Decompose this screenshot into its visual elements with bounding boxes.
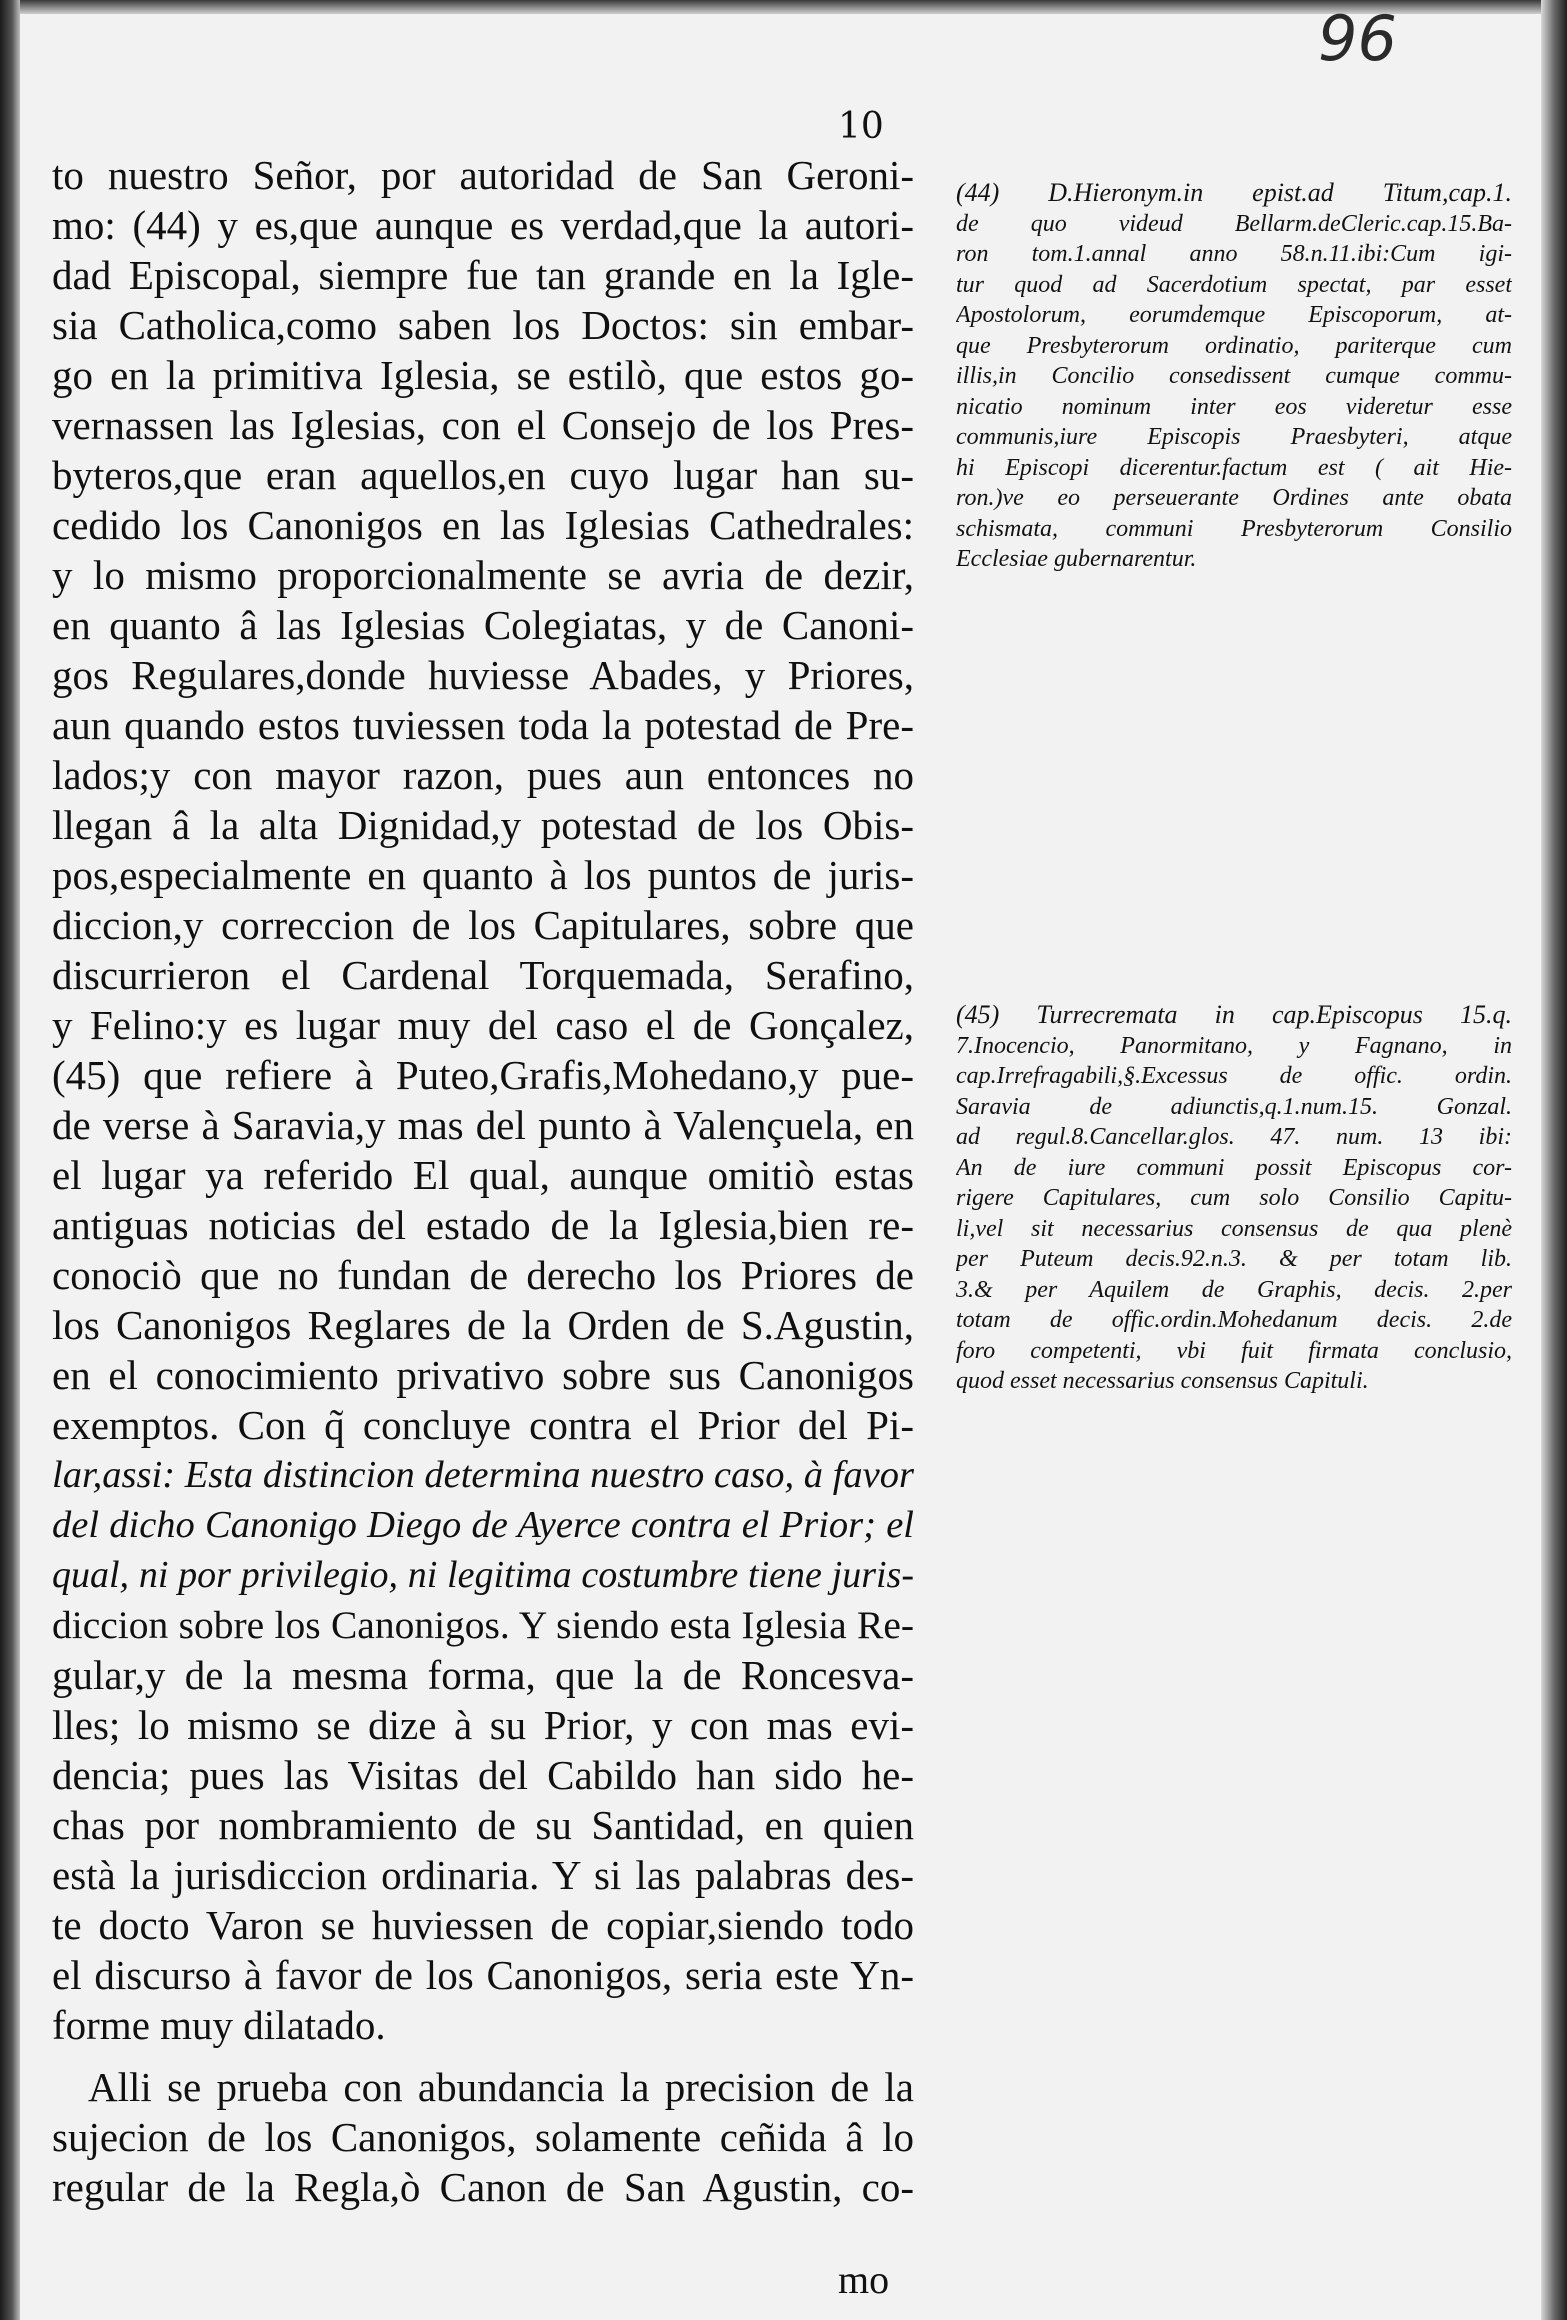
note-line: (45) Turrecremata in cap.Episcopus 15.q. [956,1000,1512,1029]
text-line: antiguas noticias del estado de la Iglesia,bien re- [52,1202,914,1248]
page-right-edge [1541,0,1567,2320]
text-line: gos Regulares,donde huviesse Abades, y Priores, [52,652,914,698]
note-line: quod esset necessarius consensus Capituli. [956,1368,1369,1394]
note-line: (44) D.Hieronym.in epist.ad Titum,cap.1. [956,178,1512,207]
text-line: diccion sobre los Canonigos. Y siendo esta Iglesia Re- [52,1603,914,1647]
note-line: Apostolorum, eorumdemque Episcoporum, at- [956,302,1512,328]
text-line: sia Catholica,como saben los Doctos: sin embar- [52,302,914,348]
text-line: y Felino:y es lugar muy del caso el de Gonçalez, [52,1002,914,1048]
text-line: los Canonigos Reglares de la Orden de S.Agustin, [52,1302,914,1348]
note-line: schismata, communi Presbyterorum Consilio [956,515,1512,542]
page-number: 10 [838,106,884,147]
text-line: cedido los Canonigos en las Iglesias Cathedrales: [52,502,914,548]
page-binding-shadow [0,0,20,2320]
text-line: pos,especialmente en quanto à los puntos de juris- [52,852,914,898]
note-line: An de iure communi possit Episcopus cor- [956,1154,1512,1181]
text-line: te docto Varon se huviessen de copiar,siendo todo [52,1902,914,1948]
text-line: està la jurisdiccion ordinaria. Y si las palabras des- [52,1852,914,1898]
handwritten-folio-number: 96 [1318,2,1397,75]
note-line: que Presbyterorum ordinatio, pariterque cum [956,332,1512,359]
note-line: 7.Inocencio, Panormitano, y Fagnano, in [956,1032,1512,1059]
text-line: to nuestro Señor, por autoridad de San Geroni- [52,152,914,198]
text-line: mo: (44) y es,que aunque es verdad,que la autori- [52,202,914,248]
note-line: li,vel sit necessarius consensus de qua plenè [956,1215,1512,1242]
note-line: ron tom.1.annal anno 58.n.11.ibi:Cum igi- [956,241,1512,267]
text-line: (45) que refiere à Puteo,Grafis,Mohedano,y pue- [52,1052,914,1098]
text-line: chas por nombramiento de su Santidad, en quien [52,1802,914,1848]
note-line: totam de offic.ordin.Mohedanum decis. 2.de [956,1307,1512,1333]
note-line: rigere Capitulares, cum solo Consilio Capitu- [956,1185,1512,1211]
text-line-quotation: lar,assi: Esta distincion determina nuestro caso, à favor [52,1454,914,1496]
note-line: hi Episcopi dicerentur.factum est ( ait Hie- [956,454,1512,481]
text-line-quotation: qual, ni por privilegio, ni legitima costumbre tiene juris- [52,1554,914,1596]
note-line: Ecclesiae gubernarentur. [956,546,1197,572]
text-line: exemptos. Con q̃ concluye contra el Prior del Pi- [52,1402,914,1448]
text-line: en el conocimiento privativo sobre sus Canonigos [52,1352,914,1398]
text-line: diccion,y correccion de los Capitulares, sobre que [52,902,914,948]
note-line: nicatio nominum inter eos videretur esse [956,393,1512,420]
text-line: llegan â la alta Dignidad,y potestad de los Obis- [52,802,914,848]
text-line: de verse à Saravia,y mas del punto à Valençuela, en [52,1102,914,1148]
text-line: en quanto â las Iglesias Colegiatas, y de Canoni- [52,602,914,648]
text-line: go en la primitiva Iglesia, se estilò, que estos go- [52,352,914,398]
note-line: de quo videud Bellarm.deCleric.cap.15.Ba- [956,210,1512,237]
note-line: Saravia de adiunctis,q.1.num.15. Gonzal. [956,1093,1512,1120]
marginal-note-45 [956,1000,1512,1397]
text-line: el discurso à favor de los Canonigos, seria este Yn- [52,1952,914,1998]
text-line: lles; lo mismo se dize à su Prior, y con mas evi- [52,1702,914,1748]
note-line: per Puteum decis.92.n.3. & per totam lib. [956,1246,1512,1272]
text-line: y lo mismo proporcionalmente se avria de dezir, [52,552,914,598]
text-line-paragraph-end: forme muy dilatado. [52,2002,386,2048]
text-line: dad Episcopal, siempre fue tan grande en la Igle- [52,252,914,298]
note-line: communis,iure Episcopis Praesbyteri, atque [956,424,1512,450]
note-line: 3.& per Aquilem de Graphis, decis. 2.per [956,1276,1512,1303]
note-line: ron.)ve eo perseuerante Ordines ante obata [956,485,1512,511]
main-text-column [52,150,914,2212]
note-line: cap.Irrefragabili,§.Excessus de offic. ordin. [956,1063,1512,1089]
text-line: regular de la Regla,ò Canon de San Agustin, co- [52,2164,914,2210]
text-line: dencia; pues las Visitas del Cabildo han sido he- [52,1752,914,1798]
text-line: vernassen las Iglesias, con el Consejo de los Pres- [52,402,914,448]
text-line-quotation: del dicho Canonigo Diego de Ayerce contra el Prior; el [52,1504,914,1546]
text-line: sujecion de los Canonigos, solamente ceñida â lo [52,2114,914,2160]
note-line: tur quod ad Sacerdotium spectat, par esset [956,271,1512,298]
text-line: aun quando estos tuviessen toda la potestad de Pre- [52,702,914,748]
text-line: gular,y de la mesma forma, que la de Roncesva- [52,1652,914,1698]
text-line: el lugar ya referido El qual, aunque omitiò estas [52,1152,914,1198]
note-line: foro competenti, vbi fuit firmata conclusio, [956,1337,1512,1364]
paragraph-gap [52,2050,914,2062]
text-line: lados;y con mayor razon, pues aun entonces no [52,752,914,798]
marginal-note-44 [956,178,1512,575]
catchword: mo [838,2257,890,2302]
note-line: ad regul.8.Cancellar.glos. 47. num. 13 ibi: [956,1124,1512,1150]
text-line: byteros,que eran aquellos,en cuyo lugar han su- [52,452,914,498]
text-line: discurrieron el Cardenal Torquemada, Serafino, [52,952,914,998]
note-line: illis,in Concilio consedissent cumque commu- [956,363,1512,389]
text-line-paragraph-start: Alli se prueba con abundancia la precision de la [88,2064,914,2110]
text-line: conociò que no fundan de derecho los Priores de [52,1252,914,1298]
